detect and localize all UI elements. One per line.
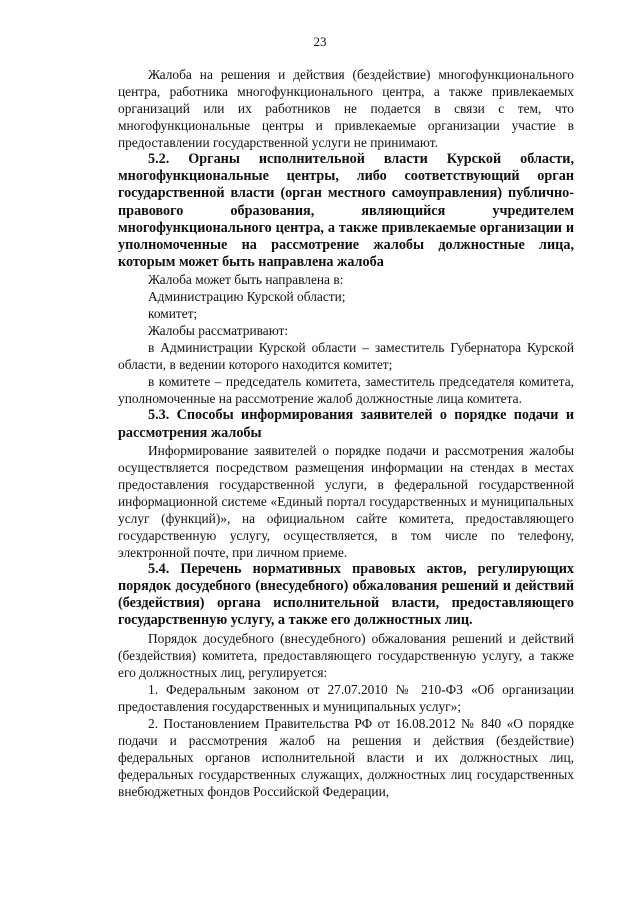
heading-5-3: 5.3. Способы информирования заявителей о порядке подачи и рассмотрения жалобы	[118, 407, 574, 441]
paragraph-complaint-sent-to: Жалоба может быть направлена в:	[148, 272, 344, 288]
paragraph-informing: Информирование заявителей о порядке подачи и рассмотрения жалобы осуществляется посредством размещения информации на стендах в местах предоставления государственной услуги, в федеральной государственной информационной системе «Единый портал государственных и муниципальных услуг (функций)», на официальном сайте комитета, предоставляющего государственную услугу, осуществляется, в том числе по телефону, электронной почте, при личном приеме.	[118, 442, 574, 560]
paragraph-appeal-procedure: Порядок досудебного (внесудебного) обжалования решений и действий (бездействия) комитета, предоставляющего государственную услугу, а также его должностных лиц, регулируется:	[118, 630, 574, 680]
list-item-administration-reviewer: в Администрации Курской области – заместитель Губернатора Курской области, в ведении которого находится комитет;	[118, 340, 574, 373]
list-item-federal-law: 1. Федеральным законом от 27.07.2010 № 210-ФЗ «Об организации предоставления государственных и муниципальных услуг»;	[118, 681, 574, 714]
document-body	[118, 66, 574, 800]
page-number: 23	[313, 34, 327, 49]
paragraph-complaints-reviewed: Жалобы рассматривают:	[148, 323, 289, 339]
heading-5-4: 5.4. Перечень нормативных правовых актов, регулирующих порядок досудебного (внесудебного) обжалования решений и действий (бездействия) органа исполнительной власти, предоставляющего государственную услугу, а также его должностных лиц.	[118, 560, 574, 629]
list-item-committee-reviewer: в комитете – председатель комитета, заместитель председателя комитета, уполномоченные на рассмотрение жалоб должностные лица комитета.	[118, 374, 574, 407]
paragraph-mfc-complaint: Жалоба на решения и действия (бездействие) многофункционального центра, работника многофункционального центра, а также привлекаемых организаций или их работников не подается в связи с тем, что многофункциональные центры и привлекаемые организации участие в предоставлении государственной услуги не принимают.	[118, 67, 574, 150]
list-item-committee: комитет;	[148, 306, 198, 322]
list-item-administration: Администрацию Курской области;	[148, 289, 346, 305]
list-item-government-decree: 2. Постановлением Правительства РФ от 16.08.2012 № 840 «О порядке подачи и рассмотрения жалоб на решения и действия (бездействие) федеральных органов исполнительной власти и их должностных лиц, федеральных государственных служащих, должностных лиц государственных внебюджетных фондов Российской Федерации,	[118, 715, 574, 799]
heading-5-2: 5.2. Органы исполнительной власти Курской области, многофункциональные центры, либо соответствующий орган государственной власти (орган местного самоуправления) публично-правового образования, являющийся учредителем многофункционального центра, а также привлекаемые организации и уполномоченные на рассмотрение жалобы должностные лица, которым может быть направлена жалоба	[118, 151, 574, 271]
